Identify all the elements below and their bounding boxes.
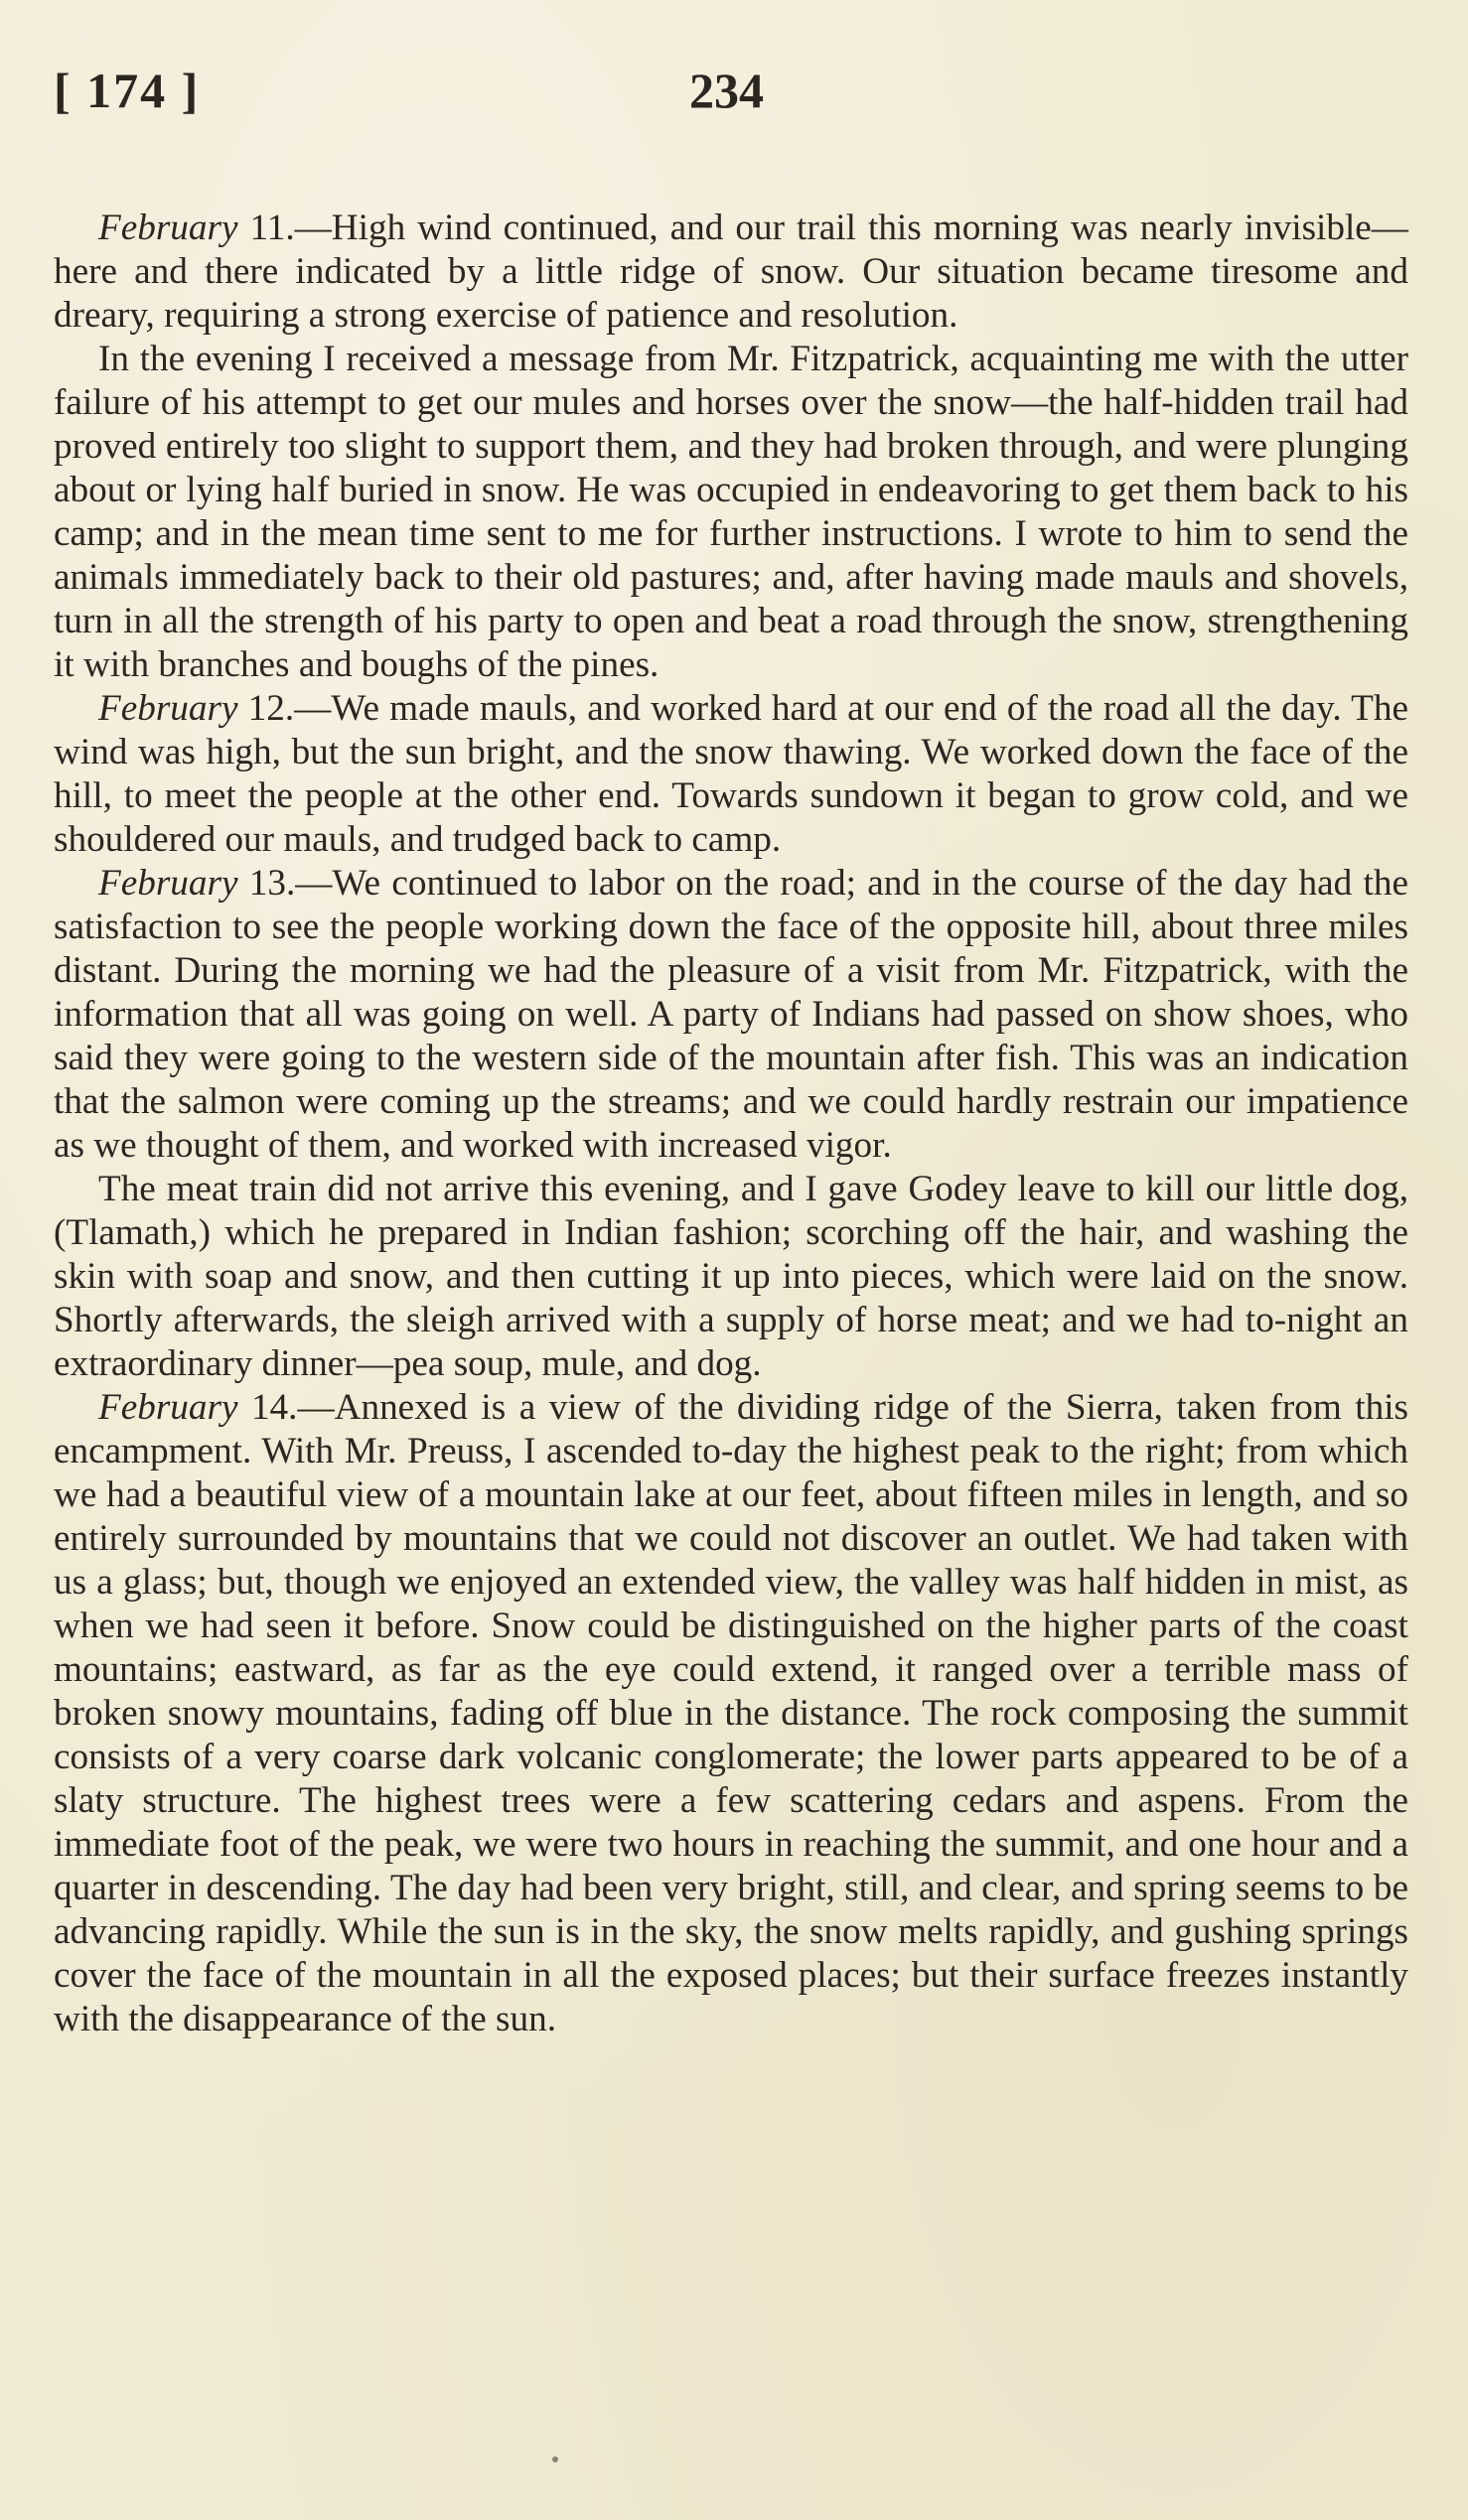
paragraph-feb-13 [54,862,1408,1168]
paragraph-text: 14.—Annexed is a view of the dividing ridge of the Sierra, taken from this encampment. With Mr. Preuss, I ascended to-day the highest peak to the right; from which we had a beautiful view of a mountain lake at our feet, about fifteen miles in length, and so entirely surrounded by mountains that we could not discover an outlet. We had taken with us a glass; but, though we enjoyed an extended view, the valley was half hidden in mist, as when we had seen it before. Snow could be distinguished on the higher parts of the coast mountains; eastward, as far as the eye could extend, it ranged over a terrible mass of broken snowy mountains, fading off blue in the distance. The rock composing the summit consists of a very coarse dark volcanic conglomerate; the lower parts appeared to be of a slaty structure. The highest trees were a few scattering cedars and aspens. From the immediate foot of the peak, we were two hours in reaching the summit, and one hour and a quarter in descending. The day had been very bright, still, and clear, and spring seems to be advancing rapidly. While the sun is in the sky, the snow melts rapidly, and gushing springs cover the face of the mountain in all the exposed places; but their surface freezes instantly with the disappearance of the sun. [54,1387,1408,2039]
entry-date: February [98,863,238,904]
entry-date: February [98,208,238,248]
paragraph-meat-train [54,1168,1408,1386]
paragraph-feb-11 [54,207,1408,338]
page-number: 234 [689,63,764,118]
entry-date: February [98,1387,238,1428]
bracketed-page-number: [ 174 ] [54,63,201,118]
paragraph-text: 13.—We continued to labor on the road; and in the course of the day had the satisfaction to see the people working down the face of the opposite hill, about three miles distant. During the morning we had the pleasure of a visit from Mr. Fitzpatrick, with the information that all was going on well. A party of Indians had passed on show shoes, who said they were going to the western side of the mountain after fish. This was an indication that the salmon were coming up the streams; and we could hardly restrain our impatience as we thought of them, and worked with increased vigor. [54,863,1408,1166]
entry-date: February [98,688,238,729]
paragraph-text: 11.—High wind continued, and our trail this morning was nearly invisible—here and there indicated by a little ridge of snow. Our situation became tiresome and dreary, requiring a strong exercise of patience and resolution. [54,208,1408,336]
print-speck [552,2456,558,2462]
paragraph-feb-14 [54,1386,1408,2041]
paragraph-evening-message [54,338,1408,687]
body-text [54,207,1408,2041]
paragraph-text: In the evening I received a message from Mr. Fitzpatrick, acquainting me with the utter failure of his attempt to get our mules and horses over the snow—the half-hidden trail had proved entirely too slight to support them, and they had broken through, and were plunging about or lying half buried in snow. He was occupied in endeavoring to get them back to his camp; and in the mean time sent to me for further instructions. I wrote to him to send the animals immediately back to their old pastures; and, after having made mauls and shovels, turn in all the strength of his party to open and beat a road through the snow, strengthening it with branches and boughs of the pines. [54,339,1408,685]
paragraph-feb-12 [54,687,1408,862]
paragraph-text: The meat train did not arrive this evening, and I gave Godey leave to kill our little dog, (Tlamath,) which he prepared in Indian fashion; scorching off the hair, and washing the skin with soap and snow, and then cutting it up into pieces, which were laid on the snow. Shortly afterwards, the sleigh arrived with a supply of horse meat; and we had to-night an extraordinary dinner—pea soup, mule, and dog. [54,1169,1408,1384]
paragraph-text: 12.—We made mauls, and worked hard at our end of the road all the day. The wind was high, but the sun bright, and the snow thawing. We worked down the face of the hill, to meet the people at the other end. Towards sundown it began to grow cold, and we shouldered our mauls, and trudged back to camp. [54,688,1408,860]
page-header [54,56,1408,147]
